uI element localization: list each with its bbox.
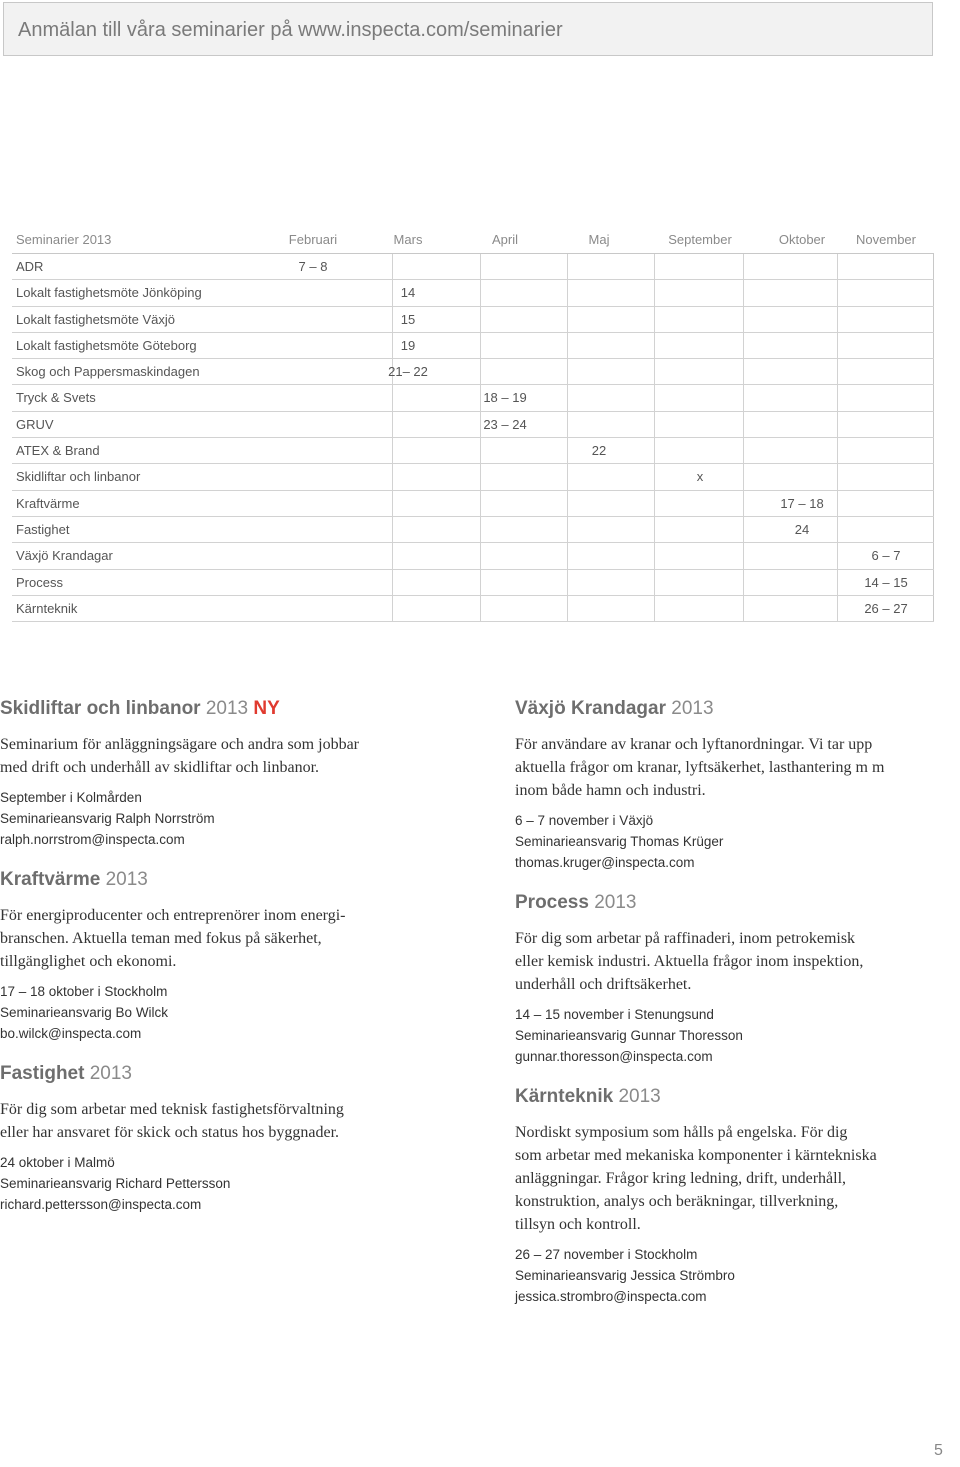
- column-divider: [837, 491, 838, 516]
- section-title: Kärnteknik: [515, 1086, 614, 1107]
- table-row: [12, 543, 934, 569]
- column-divider: [743, 570, 744, 595]
- table-right-border: [933, 307, 934, 332]
- column-divider: [392, 570, 393, 595]
- column-divider: [743, 359, 744, 384]
- column-divider: [480, 359, 481, 384]
- description-line: eller har ansvaret för skick och status hos byggnader.: [0, 1124, 340, 1141]
- section-title: Växjö Krandagar: [515, 698, 666, 719]
- column-divider: [567, 491, 568, 516]
- section-year: 2013: [671, 698, 714, 719]
- table-row: [12, 438, 934, 464]
- column-divider: [567, 280, 568, 305]
- column-divider: [480, 491, 481, 516]
- header-banner: [3, 2, 933, 56]
- section-description: [0, 1098, 430, 1144]
- section-title: Process: [515, 892, 589, 913]
- column-divider: [392, 438, 393, 463]
- column-divider: [654, 491, 655, 516]
- column-divider: [392, 254, 393, 279]
- seminar-name: Skidliftar och linbanor: [16, 469, 141, 485]
- column-divider: [567, 543, 568, 568]
- page-number: 5: [934, 1442, 943, 1459]
- section-date: September i Kolmården: [0, 790, 142, 805]
- column-divider: [743, 596, 744, 621]
- seminar-date: 18 – 19: [483, 390, 527, 406]
- column-divider: [480, 280, 481, 305]
- table-right-border: [933, 254, 934, 279]
- seminar-date: 24: [794, 521, 810, 537]
- seminar-name: Tryck & Svets: [16, 390, 96, 406]
- description-line: För användare av kranar och lyftanordningar. Vi tar upp: [515, 736, 873, 753]
- description-line: eller kemisk industri. Aktuella frågor inom inspektion,: [515, 953, 864, 970]
- table-row: [12, 307, 934, 333]
- month-header: Februari: [288, 232, 338, 247]
- banner-title[interactable]: Anmälan till våra seminarier på www.inspecta.com/seminarier: [18, 19, 563, 41]
- column-divider: [654, 543, 655, 568]
- description-line: För dig som arbetar på raffinaderi, inom petrokemisk: [515, 930, 856, 947]
- description-line: underhåll och driftsäkerhet.: [515, 976, 692, 993]
- table-row: [12, 254, 934, 280]
- column-divider: [567, 464, 568, 489]
- column-divider: [567, 438, 568, 463]
- table-right-border: [933, 385, 934, 410]
- table-row: [12, 333, 934, 359]
- section-date: 24 oktober i Malmö: [0, 1155, 115, 1170]
- section-karnteknik: [515, 1086, 955, 1307]
- section-year: 2013: [105, 869, 148, 890]
- seminar-name: Fastighet: [16, 521, 70, 537]
- table-right-border: [933, 280, 934, 305]
- table-right-border: [933, 491, 934, 516]
- section-vaxjo-krandagar: [515, 698, 955, 873]
- column-divider: [654, 517, 655, 542]
- column-divider: [837, 596, 838, 621]
- section-contact: Seminarieansvarig Ralph Norrström: [0, 811, 215, 826]
- section-contact-info: [515, 810, 955, 873]
- section-date: 14 – 15 november i Stenungsund: [515, 1007, 714, 1022]
- seminar-date: 6 – 7: [871, 548, 901, 564]
- description-line: aktuella frågor om kranar, lyftsäkerhet, lasthantering m m: [515, 759, 885, 776]
- seminar-date: x: [696, 469, 704, 485]
- section-description: [0, 904, 430, 973]
- section-heading: [515, 1086, 955, 1108]
- contact-email[interactable]: bo.wilck@inspecta.com: [0, 1026, 142, 1041]
- seminar-date: 15: [400, 311, 416, 327]
- table-right-border: [933, 596, 934, 621]
- column-divider: [392, 412, 393, 437]
- seminar-date: 17 – 18: [780, 495, 824, 511]
- table-right-border: [933, 438, 934, 463]
- column-divider: [567, 333, 568, 358]
- section-year: 2013: [89, 1063, 133, 1084]
- column-divider: [743, 412, 744, 437]
- description-line: Nordiskt symposium som hålls på engelska. För dig: [515, 1124, 848, 1141]
- section-year: 2013: [205, 698, 249, 719]
- description-line: Seminarium för anläggningsägare och andra som jobbar: [0, 736, 359, 753]
- table-row: [12, 517, 934, 543]
- column-divider: [837, 333, 838, 358]
- column-divider: [392, 333, 393, 358]
- table-right-border: [933, 570, 934, 595]
- section-title: Fastighet: [0, 1063, 85, 1084]
- description-line: som arbetar med mekaniska komponenter i kärntekniska: [515, 1147, 877, 1164]
- column-divider: [480, 307, 481, 332]
- column-divider: [654, 280, 655, 305]
- section-date: 6 – 7 november i Växjö: [515, 813, 654, 828]
- section-description: [515, 1121, 955, 1236]
- section-heading: [515, 892, 955, 914]
- column-divider: [392, 307, 393, 332]
- column-divider: [480, 517, 481, 542]
- description-line: För energiproducenter och entreprenörer inom energi-: [0, 907, 346, 924]
- schedule-header-row: [12, 227, 934, 254]
- column-divider: [837, 385, 838, 410]
- contact-email[interactable]: richard.pettersson@inspecta.com: [0, 1197, 202, 1212]
- description-line: inom både hamn och industri.: [515, 782, 706, 799]
- column-divider: [392, 596, 393, 621]
- section-contact-info: [0, 981, 430, 1044]
- column-divider: [480, 464, 481, 489]
- column-divider: [743, 517, 744, 542]
- description-line: anläggningar. Frågor kring ledning, drift, underhåll,: [515, 1170, 847, 1187]
- column-divider: [654, 596, 655, 621]
- column-divider: [567, 359, 568, 384]
- section-kraftvarme: [0, 869, 430, 1044]
- table-row: [12, 412, 934, 438]
- seminar-date: 14: [400, 285, 416, 301]
- schedule-title: Seminarier 2013: [16, 232, 112, 247]
- section-contact: Seminarieansvarig Richard Pettersson: [0, 1176, 231, 1191]
- section-description: [515, 733, 955, 802]
- section-date: 17 – 18 oktober i Stockholm: [0, 984, 168, 999]
- section-contact: Seminarieansvarig Bo Wilck: [0, 1005, 169, 1020]
- description-line: tillgänglighet och ekonomi.: [0, 953, 177, 970]
- section-heading: [515, 698, 955, 720]
- section-heading: [0, 869, 430, 891]
- column-divider: [837, 517, 838, 542]
- column-divider: [392, 543, 393, 568]
- seminar-name: Kärnteknik: [16, 600, 78, 616]
- seminar-date: 14 – 15: [864, 574, 908, 590]
- seminar-date: 26 – 27: [864, 600, 908, 616]
- seminar-name: Skog och Pappersmaskindagen: [16, 364, 200, 380]
- table-row: [12, 464, 934, 490]
- seminar-name: Lokalt fastighetsmöte Göteborg: [16, 337, 197, 353]
- column-divider: [567, 307, 568, 332]
- column-divider: [392, 491, 393, 516]
- column-divider: [837, 438, 838, 463]
- table-row: [12, 359, 934, 385]
- description-line: konstruktion, analys och beräkningar, tillverkning,: [515, 1193, 839, 1210]
- seminar-name: ATEX & Brand: [16, 443, 100, 459]
- column-divider: [654, 464, 655, 489]
- column-divider: [743, 543, 744, 568]
- column-divider: [743, 254, 744, 279]
- column-divider: [480, 438, 481, 463]
- column-divider: [480, 596, 481, 621]
- table-row: [12, 596, 934, 622]
- table-row: [12, 385, 934, 411]
- column-divider: [480, 333, 481, 358]
- section-description: [0, 733, 430, 779]
- section-contact: Seminarieansvarig Thomas Krüger: [515, 834, 724, 849]
- section-contact-info: [515, 1244, 955, 1307]
- description-line: med drift och underhåll av skidliftar och linbanor.: [0, 759, 320, 776]
- column-divider: [743, 333, 744, 358]
- seminar-name: Lokalt fastighetsmöte Jönköping: [16, 285, 202, 301]
- column-divider: [837, 307, 838, 332]
- column-divider: [654, 333, 655, 358]
- column-divider: [567, 517, 568, 542]
- description-line: För dig som arbetar med teknisk fastighetsförvaltning: [0, 1101, 344, 1118]
- section-process: [515, 892, 955, 1067]
- column-divider: [837, 412, 838, 437]
- column-divider: [480, 412, 481, 437]
- right-column: [515, 698, 955, 1307]
- column-divider: [654, 570, 655, 595]
- table-right-border: [933, 359, 934, 384]
- seminar-schedule-table: [12, 227, 934, 622]
- seminar-date: 23 – 24: [483, 416, 527, 432]
- left-column: [0, 698, 430, 1215]
- column-divider: [480, 543, 481, 568]
- contact-email[interactable]: gunnar.thoresson@inspecta.com: [515, 1049, 713, 1064]
- section-date: 26 – 27 november i Stockholm: [515, 1247, 698, 1262]
- section-heading: [0, 698, 430, 720]
- contact-email[interactable]: jessica.strombro@inspecta.com: [515, 1289, 707, 1304]
- seminar-name: Process: [16, 574, 63, 590]
- column-divider: [654, 254, 655, 279]
- column-divider: [743, 385, 744, 410]
- month-header: Maj: [588, 232, 610, 247]
- contact-email[interactable]: thomas.kruger@inspecta.com: [515, 855, 695, 870]
- column-divider: [743, 438, 744, 463]
- column-divider: [837, 570, 838, 595]
- column-divider: [392, 385, 393, 410]
- column-divider: [837, 464, 838, 489]
- seminar-name: ADR: [16, 259, 44, 274]
- column-divider: [743, 280, 744, 305]
- column-divider: [654, 359, 655, 384]
- section-contact-info: [0, 787, 430, 850]
- column-divider: [480, 570, 481, 595]
- column-divider: [837, 254, 838, 279]
- contact-email[interactable]: ralph.norrstrom@inspecta.com: [0, 832, 185, 847]
- month-header: November: [856, 232, 916, 247]
- section-title: Kraftvärme: [0, 869, 101, 890]
- month-header: April: [491, 232, 519, 247]
- table-right-border: [933, 517, 934, 542]
- section-fastighet: [0, 1063, 430, 1215]
- table-right-border: [933, 333, 934, 358]
- month-header: September: [668, 232, 732, 247]
- seminar-date: 7 – 8: [298, 259, 328, 274]
- section-contact-info: [0, 1152, 430, 1215]
- section-description: [515, 927, 955, 996]
- table-right-border: [933, 464, 934, 489]
- column-divider: [392, 464, 393, 489]
- column-divider: [743, 491, 744, 516]
- new-badge: NY: [253, 698, 280, 719]
- column-divider: [567, 412, 568, 437]
- description-line: tillsyn och kontroll.: [515, 1216, 641, 1233]
- seminar-date: 19: [400, 337, 416, 353]
- table-row: [12, 491, 934, 517]
- section-skidliftar: [0, 698, 430, 850]
- column-divider: [567, 254, 568, 279]
- column-divider: [654, 412, 655, 437]
- section-year: 2013: [618, 1086, 661, 1107]
- column-divider: [837, 280, 838, 305]
- column-divider: [567, 385, 568, 410]
- column-divider: [392, 280, 393, 305]
- seminar-name: Kraftvärme: [16, 495, 80, 511]
- seminar-name: Växjö Krandagar: [16, 548, 113, 564]
- section-contact: Seminarieansvarig Jessica Strömbro: [515, 1268, 735, 1283]
- section-contact-info: [515, 1004, 955, 1067]
- table-right-border: [933, 412, 934, 437]
- description-line: branschen. Aktuella teman med fokus på säkerhet,: [0, 930, 322, 947]
- table-right-border: [933, 543, 934, 568]
- column-divider: [567, 596, 568, 621]
- seminar-date: 22: [591, 443, 607, 459]
- seminar-name: Lokalt fastighetsmöte Växjö: [16, 311, 175, 327]
- section-year: 2013: [594, 892, 637, 913]
- column-divider: [837, 359, 838, 384]
- column-divider: [654, 307, 655, 332]
- column-divider: [654, 385, 655, 410]
- column-divider: [743, 464, 744, 489]
- column-divider: [480, 385, 481, 410]
- column-divider: [743, 307, 744, 332]
- column-divider: [480, 254, 481, 279]
- table-row: [12, 280, 934, 306]
- month-header: Mars: [393, 232, 423, 247]
- column-divider: [654, 438, 655, 463]
- table-row: [12, 570, 934, 596]
- column-divider: [567, 570, 568, 595]
- section-contact: Seminarieansvarig Gunnar Thoresson: [515, 1028, 743, 1043]
- column-divider: [392, 517, 393, 542]
- section-title: Skidliftar och linbanor: [0, 698, 201, 719]
- seminar-name: GRUV: [16, 416, 54, 432]
- column-divider: [837, 543, 838, 568]
- section-heading: [0, 1063, 430, 1085]
- month-header: Oktober: [778, 232, 826, 247]
- seminar-date: 21– 22: [388, 364, 428, 380]
